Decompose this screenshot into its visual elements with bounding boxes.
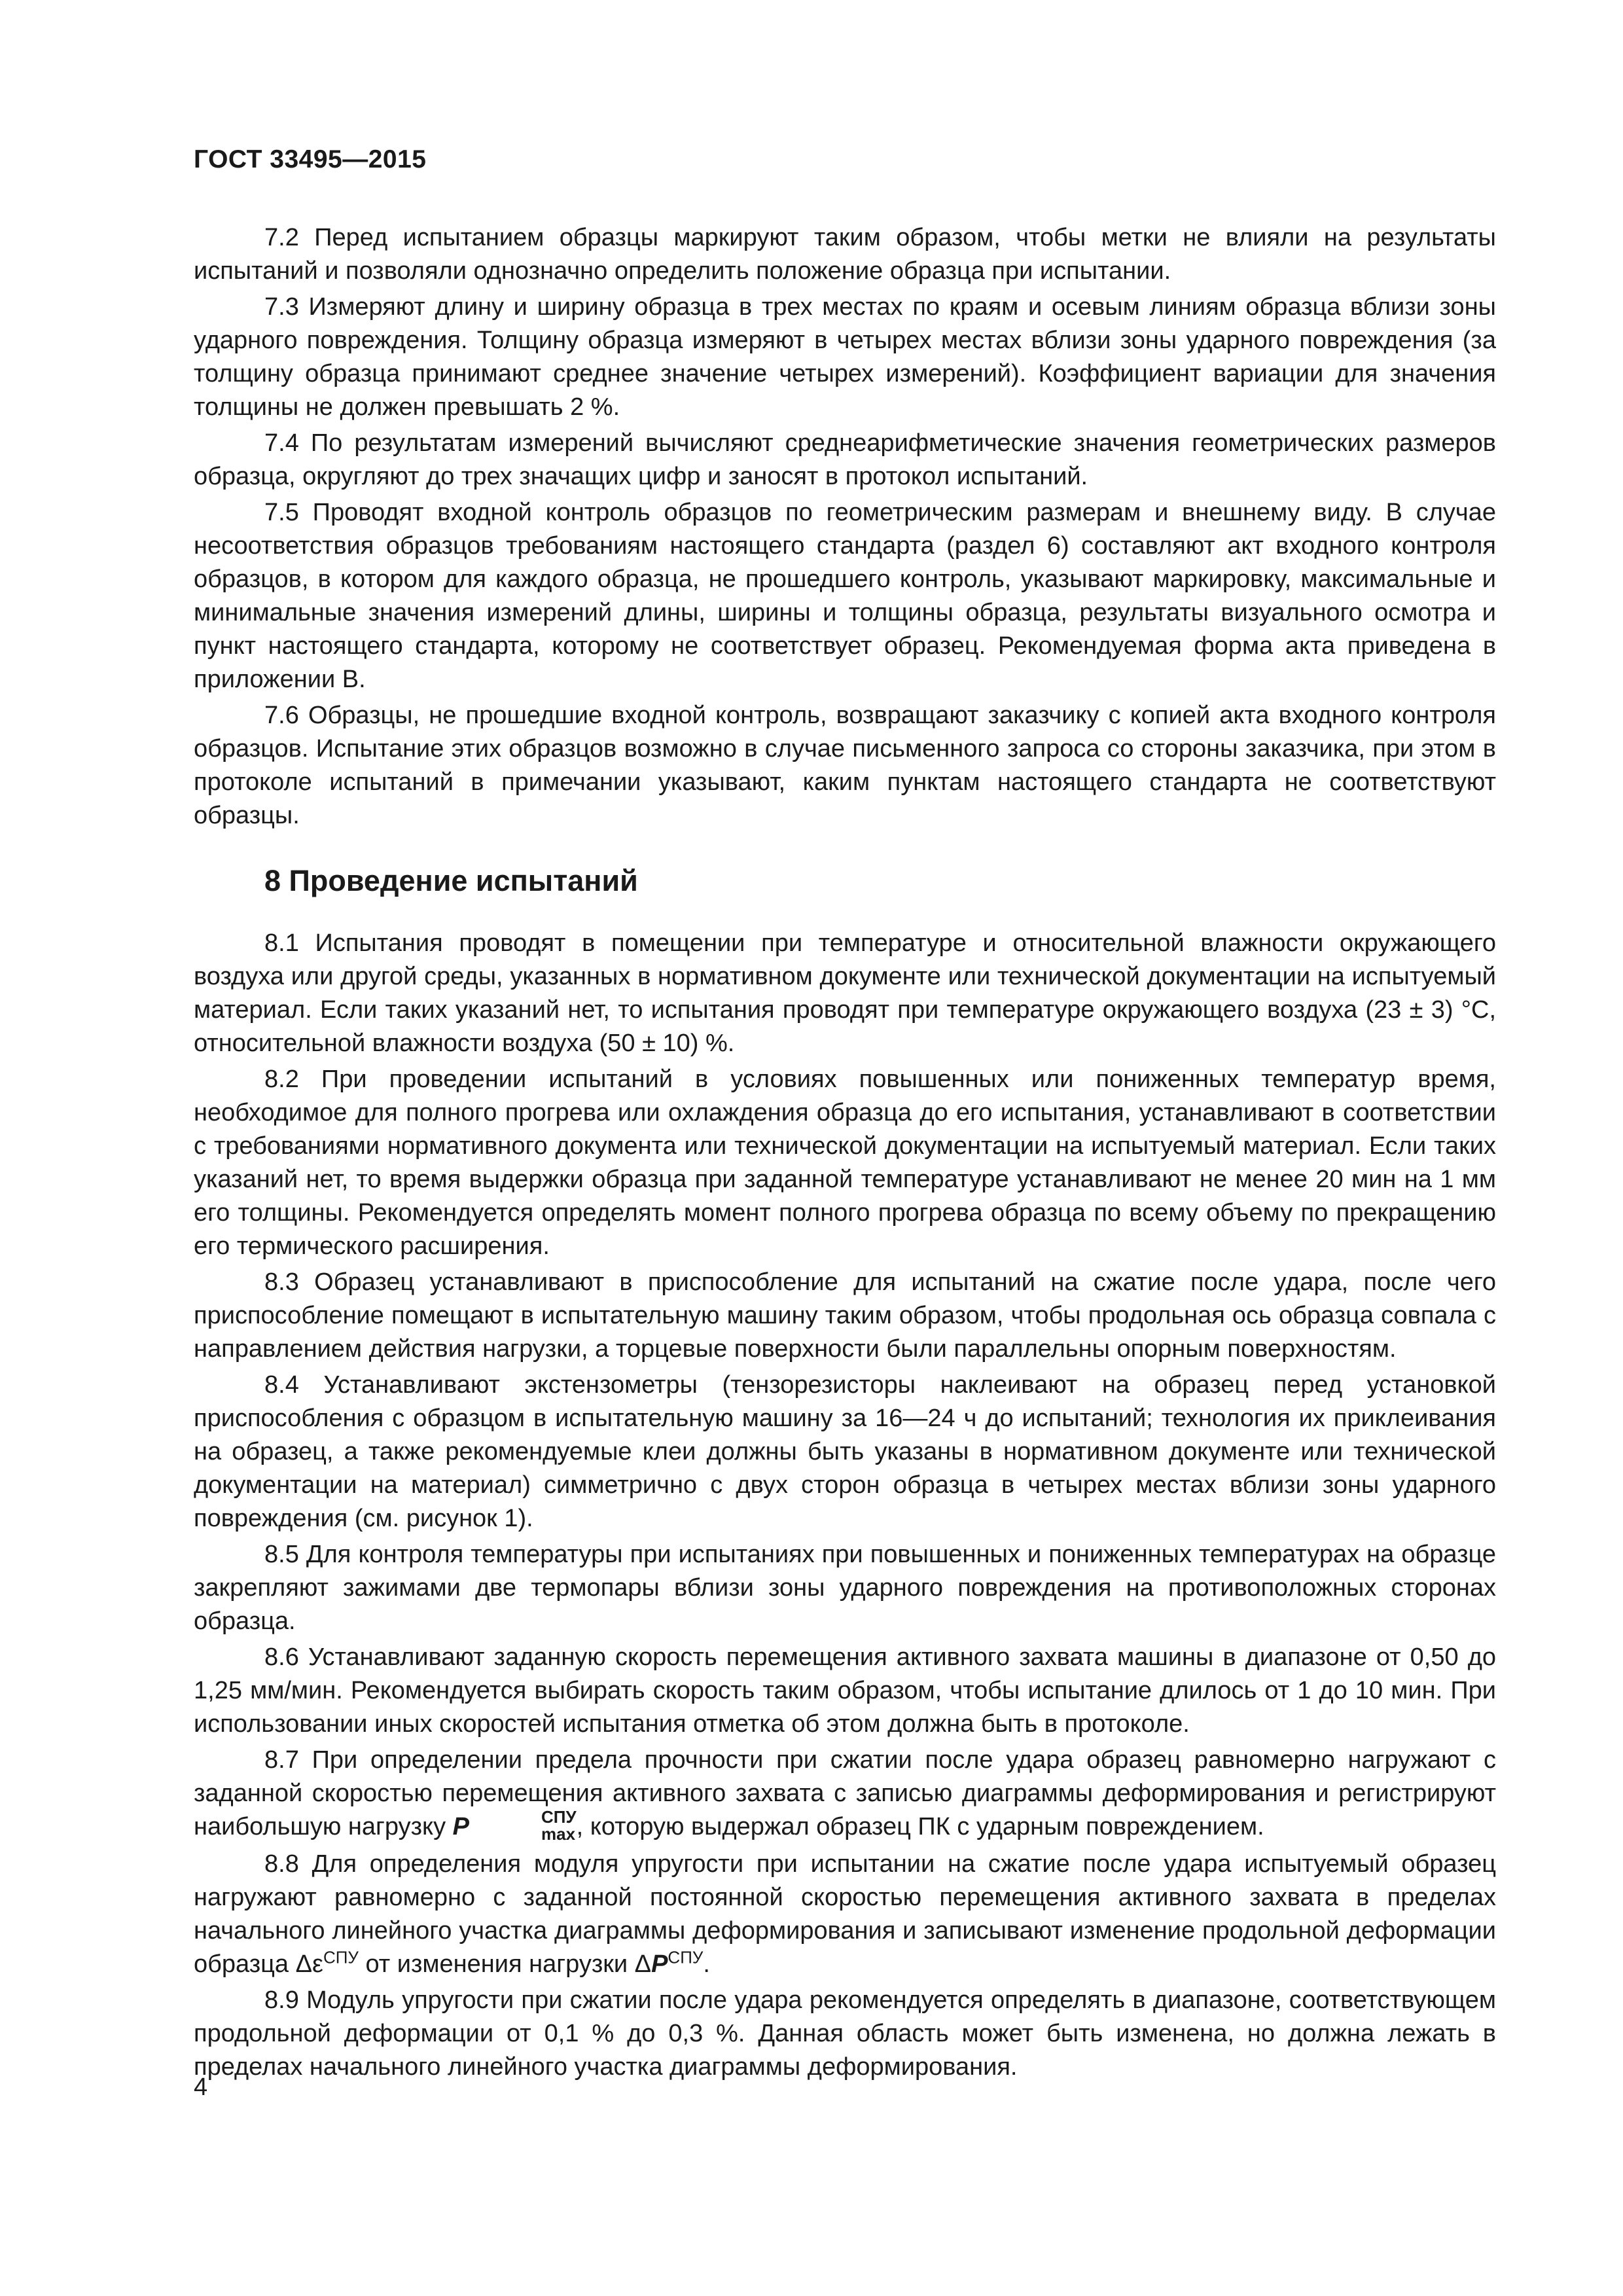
strain-change-superscript: СПУ xyxy=(323,1947,359,1967)
paragraph-8-3: 8.3 Образец устанавливают в приспособление для испытаний на сжатие после удара, после чего приспособление помещают в испытательную машину таким образом, чтобы продольная ось образца совпала с направлением действия нагрузки, а торцевые поверхности были параллельны опорным поверхностям. xyxy=(194,1268,1496,1363)
load-change-superscript: СПУ xyxy=(668,1947,704,1967)
paragraph-8-7 xyxy=(194,1744,1496,1845)
max-load-superscript: СПУ xyxy=(541,1806,577,1827)
paragraph-7-4: 7.4 По результатам измерений вычисляют среднеарифметические значения геометрических размеров образца, округляют до трех значащих цифр и заносят в протокол испытаний. xyxy=(194,429,1496,490)
paragraph-8-6: 8.6 Устанавливают заданную скорость перемещения активного захвата машины в диапазоне от 0,50 до 1,25 мм/мин. Рекомендуется выбирать скорость таким образом, чтобы испытание длилось от 1 до 10 мин. При использовании иных скоростей испытания отметка об этом должна быть в протоколе. xyxy=(194,1643,1496,1738)
max-load-indices xyxy=(471,1808,577,1842)
paragraph-8-2: 8.2 При проведении испытаний в условиях повышенных или пониженных температур время, необходимое для полного прогрева или охлаждения образца до его испытания, устанавливают в соответствии с требованиями нормативного документа или технической документации на испытуемый материал. Если таких указаний нет, то время выдержки образца при заданной температуре устанавливают не менее 20 мин на 1 мм его толщины. Рекомендуется определять момент полного прогрева образца по всему объему по прекращению его термического расширения. xyxy=(194,1066,1496,1260)
paragraph-7-6: 7.6 Образцы, не прошедшие входной контроль, возвращают заказчику с копией акта входного контроля образцов. Испытание этих образцов возможно в случае письменного запроса со стороны заказчика, при этом в протоколе испытаний в примечании указывают, каким пунктам настоящего стандарта не соответствуют образцы. xyxy=(194,702,1496,829)
max-load-subscript: max xyxy=(541,1823,576,1844)
document-body xyxy=(194,221,1496,2087)
paragraph-8-8-text-mid: от изменения нагрузки xyxy=(365,1950,628,1978)
paragraph-8-7-text-start: 8.7 При определении предела прочности при сжатии после удара образец равномерно нагружают с заданной скоростью перемещения активного захвата с записью диаграммы деформирования и регистрируют наибольшую нагрузку xyxy=(194,1746,1496,1840)
load-change-delta: Δ xyxy=(634,1950,652,1978)
paragraph-8-1: 8.1 Испытания проводят в помещении при температуре и относительной влажности окружающего воздуха или другой среды, указанных в нормативном документе или технической документации на испытуемый материал. Если таких указаний нет, то испытания проводят при температуре окружающего воздуха (23 ± 3) °С, относительной влажности воздуха (50 ± 10) %. xyxy=(194,929,1496,1057)
max-load-symbol: P xyxy=(452,1813,470,1840)
paragraph-8-5: 8.5 Для контроля температуры при испытаниях при повышенных и пониженных температурах на образце закрепляют зажимами две термопары вблизи зоны ударного повреждения на противоположных сторонах образца. xyxy=(194,1541,1496,1635)
paragraph-8-8-text-end: . xyxy=(703,1950,710,1978)
document-header: ГОСТ 33495—2015 xyxy=(194,145,427,173)
paragraph-8-8-text-start: 8.8 Для определения модуля упругости при испытании на сжатие после удара испытуемый образец нагружают равномерно с заданной постоянной скоростью перемещения активного захвата в пределах начального линейного участка диаграммы деформирования и записывают изменение продольной деформации образца xyxy=(194,1850,1496,1978)
paragraph-7-3: 7.3 Измеряют длину и ширину образца в трех местах по краям и осевым линиям образца вблизи зоны ударного повреждения. Толщину образца измеряют в четырех местах вблизи зоны ударного повреждения (за толщину образца принимают среднее значение четырех измерений). Коэффициент вариации для значения толщины не должен превышать 2 %. xyxy=(194,293,1496,421)
strain-change-symbol: Δε xyxy=(295,1950,323,1978)
section-8-heading: 8 Проведение испытаний xyxy=(264,864,638,897)
paragraph-7-2: 7.2 Перед испытанием образцы маркируют таким образом, чтобы метки не влияли на результаты испытаний и позволяли однозначно определить положение образца при испытании. xyxy=(194,224,1496,285)
paragraph-8-8 xyxy=(194,1848,1496,1981)
page-number: 4 xyxy=(194,2073,208,2101)
paragraph-8-9: 8.9 Модуль упругости при сжатии после удара рекомендуется определять в диапазоне, соответствующем продольной деформации от 0,1 % до 0,3 %. Данная область может быть изменена, но должна лежать в пределах начального линейного участка диаграммы деформирования. xyxy=(194,1986,1496,2081)
paragraph-7-5: 7.5 Проводят входной контроль образцов по геометрическим размерам и внешнему виду. В случае несоответствия образцов требованиям настоящего стандарта (раздел 6) составляют акт входного контроля образцов, в котором для каждого образца, не прошедшего контроль, указывают маркировку, максимальные и минимальные значения измерений длины, ширины и толщины образца, результаты визуального осмотра и пункт настоящего стандарта, которому не соответствует образец. Рекомендуемая форма акта приведена в приложении В. xyxy=(194,499,1496,693)
paragraph-8-7-text-end: , которую выдержал образец ПК с ударным повреждением. xyxy=(576,1813,1264,1840)
load-change-symbol: P xyxy=(651,1950,668,1978)
paragraph-8-4: 8.4 Устанавливают экстензометры (тензорезисторы наклеивают на образец перед установкой приспособления с образцом в испытательную машину за 16—24 ч до испытаний; технология их приклеивания на образец, а также рекомендуемые клеи должны быть указаны в нормативном документе или технической документации на материал) симметрично с двух сторон образца в четырех местах вблизи зоны ударного повреждения (см. рисунок 1). xyxy=(194,1371,1496,1532)
